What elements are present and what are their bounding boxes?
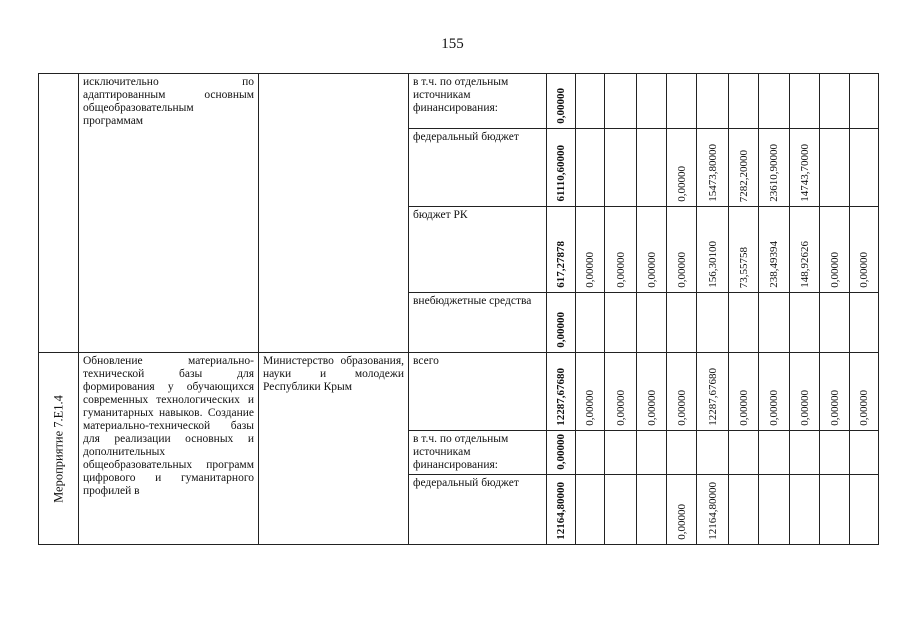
value-cell [547,475,576,545]
value-cell [697,475,729,545]
value-cell [697,353,729,431]
value-cell [576,74,605,129]
value-cell [697,74,729,129]
value-cell [729,431,759,475]
funding-source-cell [409,475,547,545]
funding-source-cell [409,129,547,207]
value-text: 0,00000 [828,390,841,426]
value-cell [576,353,605,431]
executor-cell [259,74,409,353]
value-cell [667,431,697,475]
budget-table [38,73,879,545]
value-cell [576,207,605,293]
measure-cell [39,353,79,545]
value-text: 148,92626 [798,241,811,288]
value-cell [547,293,576,353]
value-cell [820,129,850,207]
value-cell [850,431,879,475]
value-cell [667,353,697,431]
value-text: 0,00000 [584,252,596,288]
funding-source-label: в т.ч. по отдельным источникам финансирования: [413,76,509,114]
value-text: 14743,70000 [798,144,811,202]
table-row [39,74,879,129]
value-text: 0,00000 [737,390,750,426]
value-text: 12164,80000 [706,482,719,540]
funding-source-cell [409,74,547,129]
value-text: 7282,20000 [737,149,750,202]
value-text: 0,00000 [798,390,811,426]
value-text: 0,00000 [675,390,688,426]
value-cell [729,353,759,431]
value-cell [547,74,576,129]
value-cell [667,475,697,545]
value-cell [790,207,820,293]
value-text: 0,00000 [858,390,870,426]
value-cell [820,431,850,475]
value-cell [667,207,697,293]
value-cell [637,293,667,353]
value-text: 12164,80000 [555,482,567,540]
measure-label: Мероприятие 7.Е1.4 [51,394,65,503]
value-cell [667,129,697,207]
value-cell [759,475,790,545]
value-cell [605,129,637,207]
value-cell [759,74,790,129]
value-text: 156,30100 [706,241,719,288]
value-cell [790,353,820,431]
value-text: 15473,80000 [706,144,719,202]
value-cell [850,353,879,431]
funding-source-cell [409,293,547,353]
value-cell [637,129,667,207]
value-text: 61110,60000 [555,145,567,202]
value-text: 0,00000 [614,390,627,426]
value-cell [697,129,729,207]
funding-source-cell [409,431,547,475]
value-cell [605,74,637,129]
value-cell [576,475,605,545]
value-cell [850,129,879,207]
funding-source-label: в т.ч. по отдельным источникам финансирования: [413,433,509,471]
value-cell [759,353,790,431]
value-cell [697,207,729,293]
funding-source-cell [409,207,547,293]
description-text: исключительно по адаптированным основным общеобразовательным программам [83,76,254,127]
value-cell [637,207,667,293]
value-text: 73,55758 [737,246,750,288]
value-cell [729,293,759,353]
value-cell [790,475,820,545]
value-text: 0,00000 [555,312,567,348]
value-cell [547,431,576,475]
value-text: 0,00000 [584,390,596,426]
value-cell [820,207,850,293]
value-cell [850,293,879,353]
value-cell [759,207,790,293]
value-cell [637,74,667,129]
funding-source-label: бюджет РК [413,209,468,221]
funding-source-label: федеральный бюджет [413,477,519,489]
value-cell [637,475,667,545]
value-cell [576,293,605,353]
value-text: 0,00000 [645,252,658,288]
value-text: 617,27878 [555,241,567,288]
value-cell [605,353,637,431]
value-cell [547,353,576,431]
executor-text: Министерство образования, науки и молодежи Республики Крым [263,355,404,393]
value-cell [667,293,697,353]
value-cell [697,431,729,475]
value-cell [820,293,850,353]
value-cell [850,475,879,545]
executor-cell [259,353,409,545]
value-text: 12287,67680 [555,368,567,426]
value-cell [729,129,759,207]
value-text: 0,00000 [675,252,688,288]
value-cell [759,293,790,353]
value-text: 23610,90000 [768,144,780,202]
funding-source-label: федеральный бюджет [413,131,519,143]
value-cell [729,74,759,129]
value-cell [547,129,576,207]
value-text: 0,00000 [555,434,567,470]
value-cell [637,431,667,475]
value-cell [605,431,637,475]
funding-source-label: всего [413,355,439,367]
value-cell [790,431,820,475]
value-cell [790,74,820,129]
table-row [39,353,879,431]
value-cell [820,353,850,431]
value-cell [667,74,697,129]
value-text: 238,49394 [768,241,780,288]
value-cell [697,293,729,353]
value-text: 0,00000 [828,252,841,288]
value-cell [759,129,790,207]
value-cell [820,475,850,545]
value-text: 0,00000 [675,166,688,202]
value-cell [850,207,879,293]
value-cell [637,353,667,431]
value-cell [605,293,637,353]
description-text: Обновление материально-технической базы для формирования у обучающихся современных технологических и гуманитарных навыков. Создание материально-технической базы для реализации основных и дополнительных общеобразовательных программ цифрового и гуманитарного профилей в [83,355,254,497]
value-cell [547,207,576,293]
measure-cell [39,74,79,353]
description-cell [79,353,259,545]
value-text: 0,00000 [645,390,658,426]
value-cell [759,431,790,475]
value-cell [605,207,637,293]
funding-source-label: внебюджетные средства [413,295,532,307]
value-cell [729,207,759,293]
value-cell [605,475,637,545]
value-cell [576,431,605,475]
value-cell [850,74,879,129]
value-text: 0,00000 [768,390,780,426]
value-cell [820,74,850,129]
funding-source-cell [409,353,547,431]
value-text: 0,00000 [675,504,688,540]
description-cell [79,74,259,353]
value-text: 0,00000 [858,252,870,288]
value-text: 12287,67680 [706,368,719,426]
value-text: 0,00000 [614,252,627,288]
value-cell [790,293,820,353]
value-text: 0,00000 [555,88,567,124]
page-number: 155 [441,36,464,52]
value-cell [790,129,820,207]
value-cell [576,129,605,207]
value-cell [729,475,759,545]
